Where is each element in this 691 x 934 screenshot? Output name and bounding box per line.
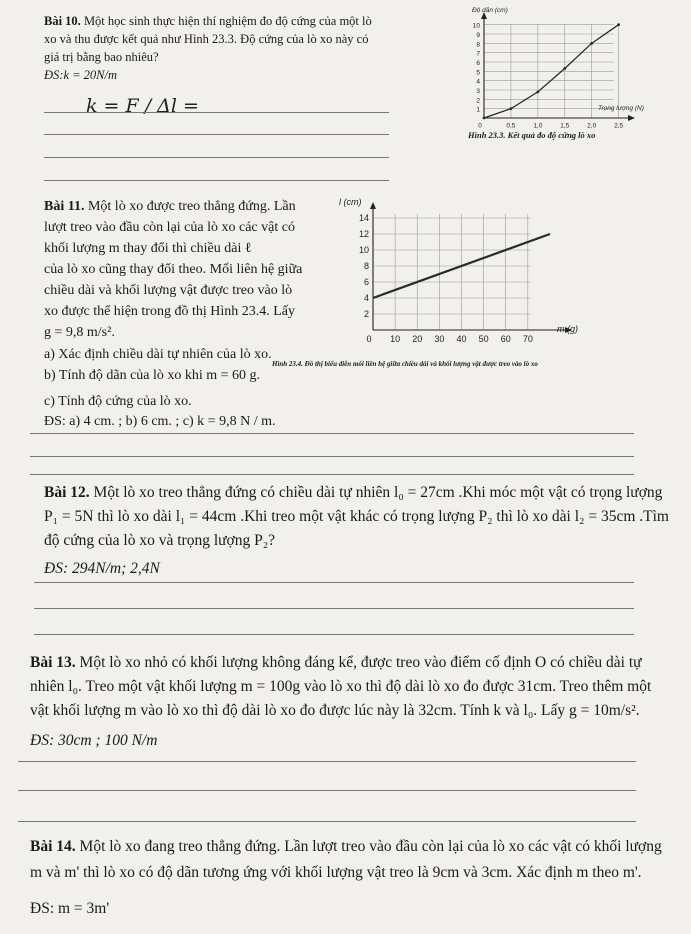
ex13-answer: ĐS: 30cm ; 100 N/m	[30, 732, 158, 749]
ex13-line2: nhiên l₀. Treo một vật khối lượng m = 100g vào lò xo thì độ dài lò xo đo được 31cm. Treo thêm một	[30, 678, 652, 695]
x-tick-label: 20	[412, 334, 423, 344]
data-point	[563, 67, 566, 70]
ex11-answer-line-3	[30, 474, 634, 475]
ex11-line4: của lò xo cũng thay đổi theo. Mối liên hệ giữa	[44, 262, 303, 277]
x-tick-label: 10	[390, 334, 401, 344]
ex11-text-1: Một lò xo được treo thẳng đứng. Lần	[87, 199, 296, 214]
ex13-answer-line-2	[18, 790, 636, 791]
ex14-title: Bài 14.	[30, 838, 76, 855]
y-axis-label: l (cm)	[339, 197, 362, 207]
ex11-question-a: a) Xác định chiều dài tự nhiên của lò xo.	[44, 347, 272, 362]
y-tick-label: 10	[472, 22, 480, 30]
ex13-text-1: Một lò xo nhỏ có khối lượng không đáng kể, được treo vào điểm cố định O có chiều dài tự	[79, 654, 642, 671]
y-axis-arrow	[370, 202, 376, 209]
ex11-answer: ĐS: a) 4 cm. ; b) 6 cm. ; c) k = 9,8 N / m.	[44, 414, 276, 429]
ex12-line2: P₁ = 5N thì lò xo dài l₁ = 44cm .Khi treo một vật khác có trọng lượng P₂ thì lò xo dài l₂ = 35cm .Tìm	[44, 508, 669, 525]
ex12-answer-line-2	[34, 608, 634, 609]
y-tick-label: 3	[476, 88, 480, 95]
ex10-answer-line-2	[44, 134, 389, 135]
ex13-title: Bài 13.	[30, 654, 76, 671]
y-tick-label: 8	[476, 41, 480, 49]
ex13-answer-line-1	[18, 761, 636, 762]
x-tick-label: 50	[478, 334, 489, 344]
data-point	[536, 90, 539, 93]
ex10-line3: giá trị bằng bao nhiêu?	[44, 50, 159, 64]
ex10-line1	[44, 12, 372, 31]
y-tick-label: 12	[358, 229, 369, 239]
y-axis-label: Độ dãn (cm)	[472, 7, 508, 14]
ex11-line3: khối lượng m thay đổi thì chiều dài ℓ	[44, 241, 252, 256]
ex12-line3: độ cứng của lò xo và trọng lượng P₂?	[44, 532, 276, 549]
ex10-caption: Hình 23.3. Kết quả đo độ cứng lò xo	[468, 130, 596, 140]
ex10-handwriting	[80, 84, 230, 136]
x-axis-label: Trọng lượng (N)	[598, 105, 644, 112]
ex11-line1	[44, 197, 296, 216]
y-tick-label: 7	[476, 50, 480, 58]
ex10-answer-line-4	[44, 180, 389, 181]
ex12-line1	[44, 482, 662, 504]
ex10-handwriting-text: k = F / Δl =	[86, 95, 199, 117]
y-tick-label: 6	[363, 277, 369, 287]
x-tick-label: 60	[500, 334, 511, 344]
ex11-caption: Hình 23.4. Đồ thị biểu diễn mối liên hệ giữa chiều dài và khối lượng vật được treo vào lò xo	[272, 360, 538, 368]
x-tick-label: 40	[456, 334, 467, 344]
ex13-answer-line-3	[18, 821, 636, 822]
x-tick-label: 2,5	[614, 122, 624, 130]
y-tick-label: 5	[476, 69, 480, 77]
ex11-answer-line-2	[30, 456, 634, 457]
ex14-text-1: Một lò xo đang treo thẳng đứng. Lần lượt treo vào đầu còn lại của lò xo các vật có khối lượng	[79, 838, 662, 855]
ex10-answer-line-1	[44, 112, 389, 113]
y-tick-label: 4	[476, 78, 480, 86]
ex14-answer: ĐS: m = 3m'	[30, 900, 110, 917]
data-point	[510, 107, 513, 110]
ex10-answer: ĐS:k = 20N/m	[44, 68, 118, 82]
ex11-title: Bài 11.	[44, 199, 85, 214]
ex12-answer-line-1	[34, 582, 634, 583]
ex10-line2: xo và thu được kết quả như Hình 23.3. Độ cứng của lò xo này có	[44, 32, 369, 46]
ex10-answer-line-3	[44, 157, 389, 158]
ex11-question-c: c) Tính độ cứng của lò xo.	[44, 394, 192, 409]
ex11-line5: chiều dài và khối lượng vật được treo vào lò	[44, 283, 293, 298]
ex11-chart	[335, 196, 600, 358]
ex11-question-b: b) Tính độ dãn của lò xo khi m = 60 g.	[44, 368, 261, 383]
ex10-title: Bài 10.	[44, 14, 81, 28]
x-tick-label: 2,0	[587, 122, 597, 130]
ex10-text-1: Một học sinh thực hiện thí nghiệm đo độ cứng của một lò	[83, 14, 372, 28]
ex13-line3: vật khối lượng m vào lò xo thì độ dài lò xo đo được lúc này là 32cm. Tính k và l₀. Lấy g = 10m/s².	[30, 702, 640, 719]
y-tick-label: 4	[363, 293, 369, 303]
ex11-line6: xo được thể hiện trong đồ thị Hình 23.4. Lấy	[44, 304, 296, 319]
x-axis-arrow	[628, 115, 635, 121]
ex13-line1	[30, 652, 642, 674]
ex12-answer-line-3	[34, 634, 634, 635]
y-tick-label: 8	[363, 261, 369, 271]
x-tick-label: 0,5	[506, 122, 516, 130]
ex10-chart	[448, 2, 678, 132]
x-tick-label: 0	[478, 122, 482, 130]
data-point	[590, 42, 593, 45]
y-tick-label: 2	[476, 97, 480, 105]
ex14-line2: m và m' thì lò xo có độ dãn tương ứng với khối lượng vật treo là 9cm và 3cm. Xác định m theo m'.	[30, 864, 642, 881]
ex11-line2: lượt treo vào đầu còn lại của lò xo các vật có	[44, 220, 295, 235]
x-axis-label: m (g)	[557, 324, 578, 334]
y-tick-label: 1	[476, 106, 480, 114]
x-tick-label: 1,5	[560, 122, 570, 130]
y-tick-label: 6	[476, 60, 480, 67]
x-tick-label: 1,0	[533, 122, 543, 130]
y-tick-label: 2	[363, 309, 369, 319]
x-tick-label: 70	[522, 334, 533, 344]
y-tick-label: 10	[358, 245, 369, 255]
y-tick-label: 9	[476, 32, 480, 39]
data-point	[483, 117, 486, 120]
ex14-line1	[30, 836, 662, 858]
ex11-answer-line-1	[30, 433, 634, 434]
ex12-answer: ĐS: 294N/m; 2,4N	[44, 560, 160, 577]
x-tick-label: 0	[366, 334, 372, 344]
ex12-title: Bài 12.	[44, 484, 90, 501]
y-tick-label: 14	[358, 213, 369, 223]
data-point	[617, 23, 620, 26]
x-tick-label: 30	[434, 334, 445, 344]
ex11-line7: g = 9,8 m/s².	[44, 325, 115, 340]
ex12-text-1: Một lò xo treo thẳng đứng có chiều dài tự nhiên l₀ = 27cm .Khi móc một vật có trọng lượng	[93, 484, 663, 501]
